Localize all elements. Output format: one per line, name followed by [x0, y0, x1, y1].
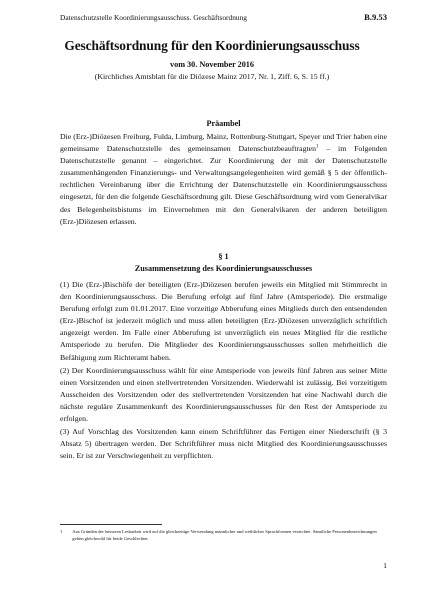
footnote: [60, 528, 387, 542]
preamble-paragraph: [60, 131, 387, 228]
footnote-text: Aus Gründen der besseren Lesbarkeit wird auf die gleichzeitige Verwendung männlicher und weiblicher Sprachformen verzichtet. Sämtliche Personenbezeichnungen gelten gleichwohl für beide Geschlechter.: [72, 529, 377, 541]
section-title: Zusammensetzung des Koordinierungsausschusses: [134, 264, 313, 273]
document-title: Geschäftsordnung für den Koordinierungsausschuss: [64, 38, 360, 53]
footnote-divider: [60, 524, 162, 525]
preamble-text-end: – im Folgenden Datenschutzstelle genannt – eingerichtet. Zur Koordinierung der mit der Datenschutzstelle zusammenhängenden Finanzierungs- und Verwaltungsangelegenheiten wird gemäß § 5 der öffentlich-rechtlichen Vereinbarung über die Errichtung der Datenschutzstelle ein Koordinierungsausschuss eingesetzt, für den die folgende Geschäftsordnung gilt. Diese Geschäftsordnung wird vom Generalvikar des Belegenheitsbistums im Einvernehmen mit den Generalvikaren der anderen beteiligten (Erz-)Diözesen erlassen.: [60, 144, 387, 226]
preamble-heading: Präambel: [206, 119, 241, 128]
footnote-marker: 1: [60, 529, 63, 534]
preamble-text-start: Die (Erz-)Diözesen Freiburg, Fulda, Limburg, Mainz, Rottenburg-Stuttgart, Speyer und Trier haben eine gemeinsame Datenschutzstelle des gemeinsamen Datenschutzbeauftragten: [60, 132, 387, 154]
running-header: [60, 12, 387, 22]
document-source: (Kirchliches Amtsblatt für die Diözese Mainz 2017, Nr. 1, Ziff. 6, S. 15 ff.): [94, 72, 330, 81]
running-title: Datenschutzstelle Koordinierungsausschuss. Geschäftsordnung: [60, 13, 247, 22]
document-code: B.9.53: [364, 12, 387, 22]
footnote-reference[interactable]: 1: [316, 144, 319, 150]
section-paragraph-2: (2) Der Koordinierungsausschuss wählt für eine Amtsperiode von jeweils fünf Jahren aus seiner Mitte einen Vorsitzenden und einen stellvertretenden Vorsitzenden. Wiederwahl ist zulässig. Bei vorzeitigem Ausscheiden des Vorsitzenden oder des stellvertretenden Vorsitzenden hat eine Nachwahl durch die nächste reguläre Zusammenkunft des Koordinierungsausschusses für den Rest der Amtsperiode zu erfolgen.: [60, 365, 387, 424]
section-body: [60, 279, 387, 462]
section-paragraph-1: (1) Die (Erz-)Bischöfe der beteiligten (Erz-)Diözesen berufen jeweils ein Mitglied mit Stimmrecht in den Koordinierungsausschuss. Die Berufung erfolgt auf fünf Jahre (Amtsperiode). Die erstmalige Berufung erfolgt zum 01.01.2017. Eine vorzeitige Abberufung eines Mitglieds durch den entsendenden (Erz-)Bischof ist jederzeit möglich und muss allen beteiligten (Erz-)Diözesen unverzüglich schriftlich angezeigt werden. Im Falle einer Abberufung ist unverzüglich ein neues Mitglied für die restliche Amtsperiode zu berufen. Die Mitglieder des Koordinierungsausschusses sollen mehrheitlich die Befähigung zum Richteramt haben.: [60, 280, 387, 362]
document-date: vom 30. November 2016: [170, 60, 254, 69]
page-number: 1: [383, 561, 387, 570]
section-paragraph-3: (3) Auf Vorschlag des Vorsitzenden kann einem Schriftführer das Fertigen einer Niederschrift (§ 3 Absatz 5) übertragen werden. Der Schriftführer muss nicht Mitglied des Koordinierungsausschusses sein. Er ist zur Verschwiegenheit zu verpflichten.: [60, 427, 387, 461]
section-number: § 1: [218, 252, 229, 261]
preamble-text: [60, 131, 387, 228]
